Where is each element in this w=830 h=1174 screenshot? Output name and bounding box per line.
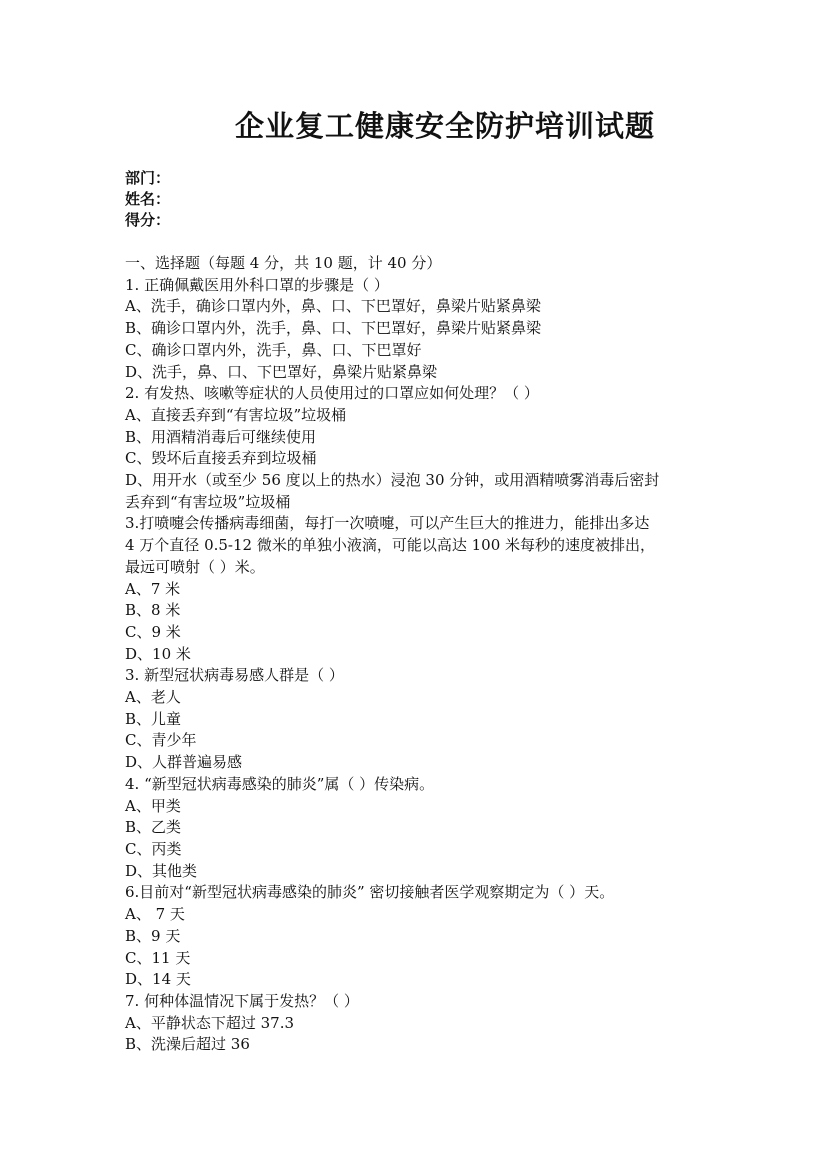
text-line: B、8 米 [125, 601, 181, 620]
text-line: D、用开水（或至少 56 度以上的热水）浸泡 30 分钟，或用酒精喷雾消毒后密封 [125, 471, 660, 490]
text-line: D、14 天 [125, 970, 191, 989]
text-line: 3. 新型冠状病毒易感人群是（ ） [125, 666, 344, 685]
text-line: A、平静状态下超过 37.3 [125, 1013, 294, 1032]
text-line: B、确诊口罩内外，洗手，鼻、口、下巴罩好，鼻梁片贴紧鼻梁 [125, 319, 542, 338]
text-line: 4. “新型冠状病毒感染的肺炎”属（ ）传染病。 [125, 774, 435, 793]
text-line: A、甲类 [125, 796, 181, 815]
text-line: 丢弃到“有害垃圾”垃圾桶 [125, 492, 291, 511]
text-line: B、9 天 [125, 926, 181, 945]
page-title: 企业复工健康安全防护培训试题 [234, 109, 655, 143]
text-line: B、乙类 [125, 818, 182, 837]
text-line: 一、选择题（每题 4 分，共 10 题，计 40 分） [125, 254, 442, 272]
text-line: 7. 何种体温情况下属于发热？（ ） [125, 991, 359, 1010]
name-label: 姓名： [125, 190, 171, 208]
text-line: C、11 天 [125, 948, 191, 967]
text-line: C、青少年 [125, 731, 197, 750]
text-line: D、洗手，鼻、口、下巴罩好，鼻梁片贴紧鼻梁 [125, 362, 438, 381]
text-line: B、洗澡后超过 36 [125, 1035, 250, 1054]
text-line: D、其他类 [125, 861, 198, 880]
text-line: C、9 米 [125, 622, 181, 641]
info-fields [125, 168, 170, 231]
text-line: C、丙类 [125, 839, 182, 858]
text-line: 2. 有发热、咳嗽等症状的人员使用过的口罩应如何处理？（ ） [125, 384, 539, 403]
question-body [125, 253, 725, 1056]
text-line: 4 万个直径 0.5-12 微米的单独小液滴，可能以高达 100 米每秒的速度被排出， [125, 536, 656, 555]
score-label: 得分： [125, 211, 171, 229]
text-line: A、 7 天 [125, 905, 185, 924]
text-line: A、直接丢弃到“有害垃圾”垃圾桶 [125, 405, 347, 424]
text-line: 最远可喷射（ ）米。 [125, 557, 265, 576]
text-line: D、10 米 [125, 644, 191, 663]
text-line: C、确诊口罩内外，洗手，鼻、口、下巴罩好 [125, 340, 422, 359]
text-line: A、7 米 [125, 579, 181, 598]
text-line: B、儿童 [125, 709, 182, 728]
text-line: D、人群普遍易感 [125, 753, 243, 772]
text-line: 6.目前对“新型冠状病毒感染的肺炎” 密切接触者医学观察期定为（ ）天。 [125, 883, 615, 902]
text-line: A、洗手，确诊口罩内外，鼻、口、下巴罩好，鼻梁片贴紧鼻梁 [125, 297, 541, 316]
text-line: B、用酒精消毒后可继续使用 [125, 427, 317, 446]
department-label: 部门： [125, 169, 171, 187]
text-line: 1. 正确佩戴医用外科口罩的步骤是（ ） [125, 275, 389, 294]
text-line: A、老人 [125, 688, 181, 707]
text-line: 3.打喷嚏会传播病毒细菌，每打一次喷嚏，可以产生巨大的推进力，能排出多达 [125, 514, 650, 533]
text-line: C、毁坏后直接丢弃到垃圾桶 [125, 449, 317, 468]
